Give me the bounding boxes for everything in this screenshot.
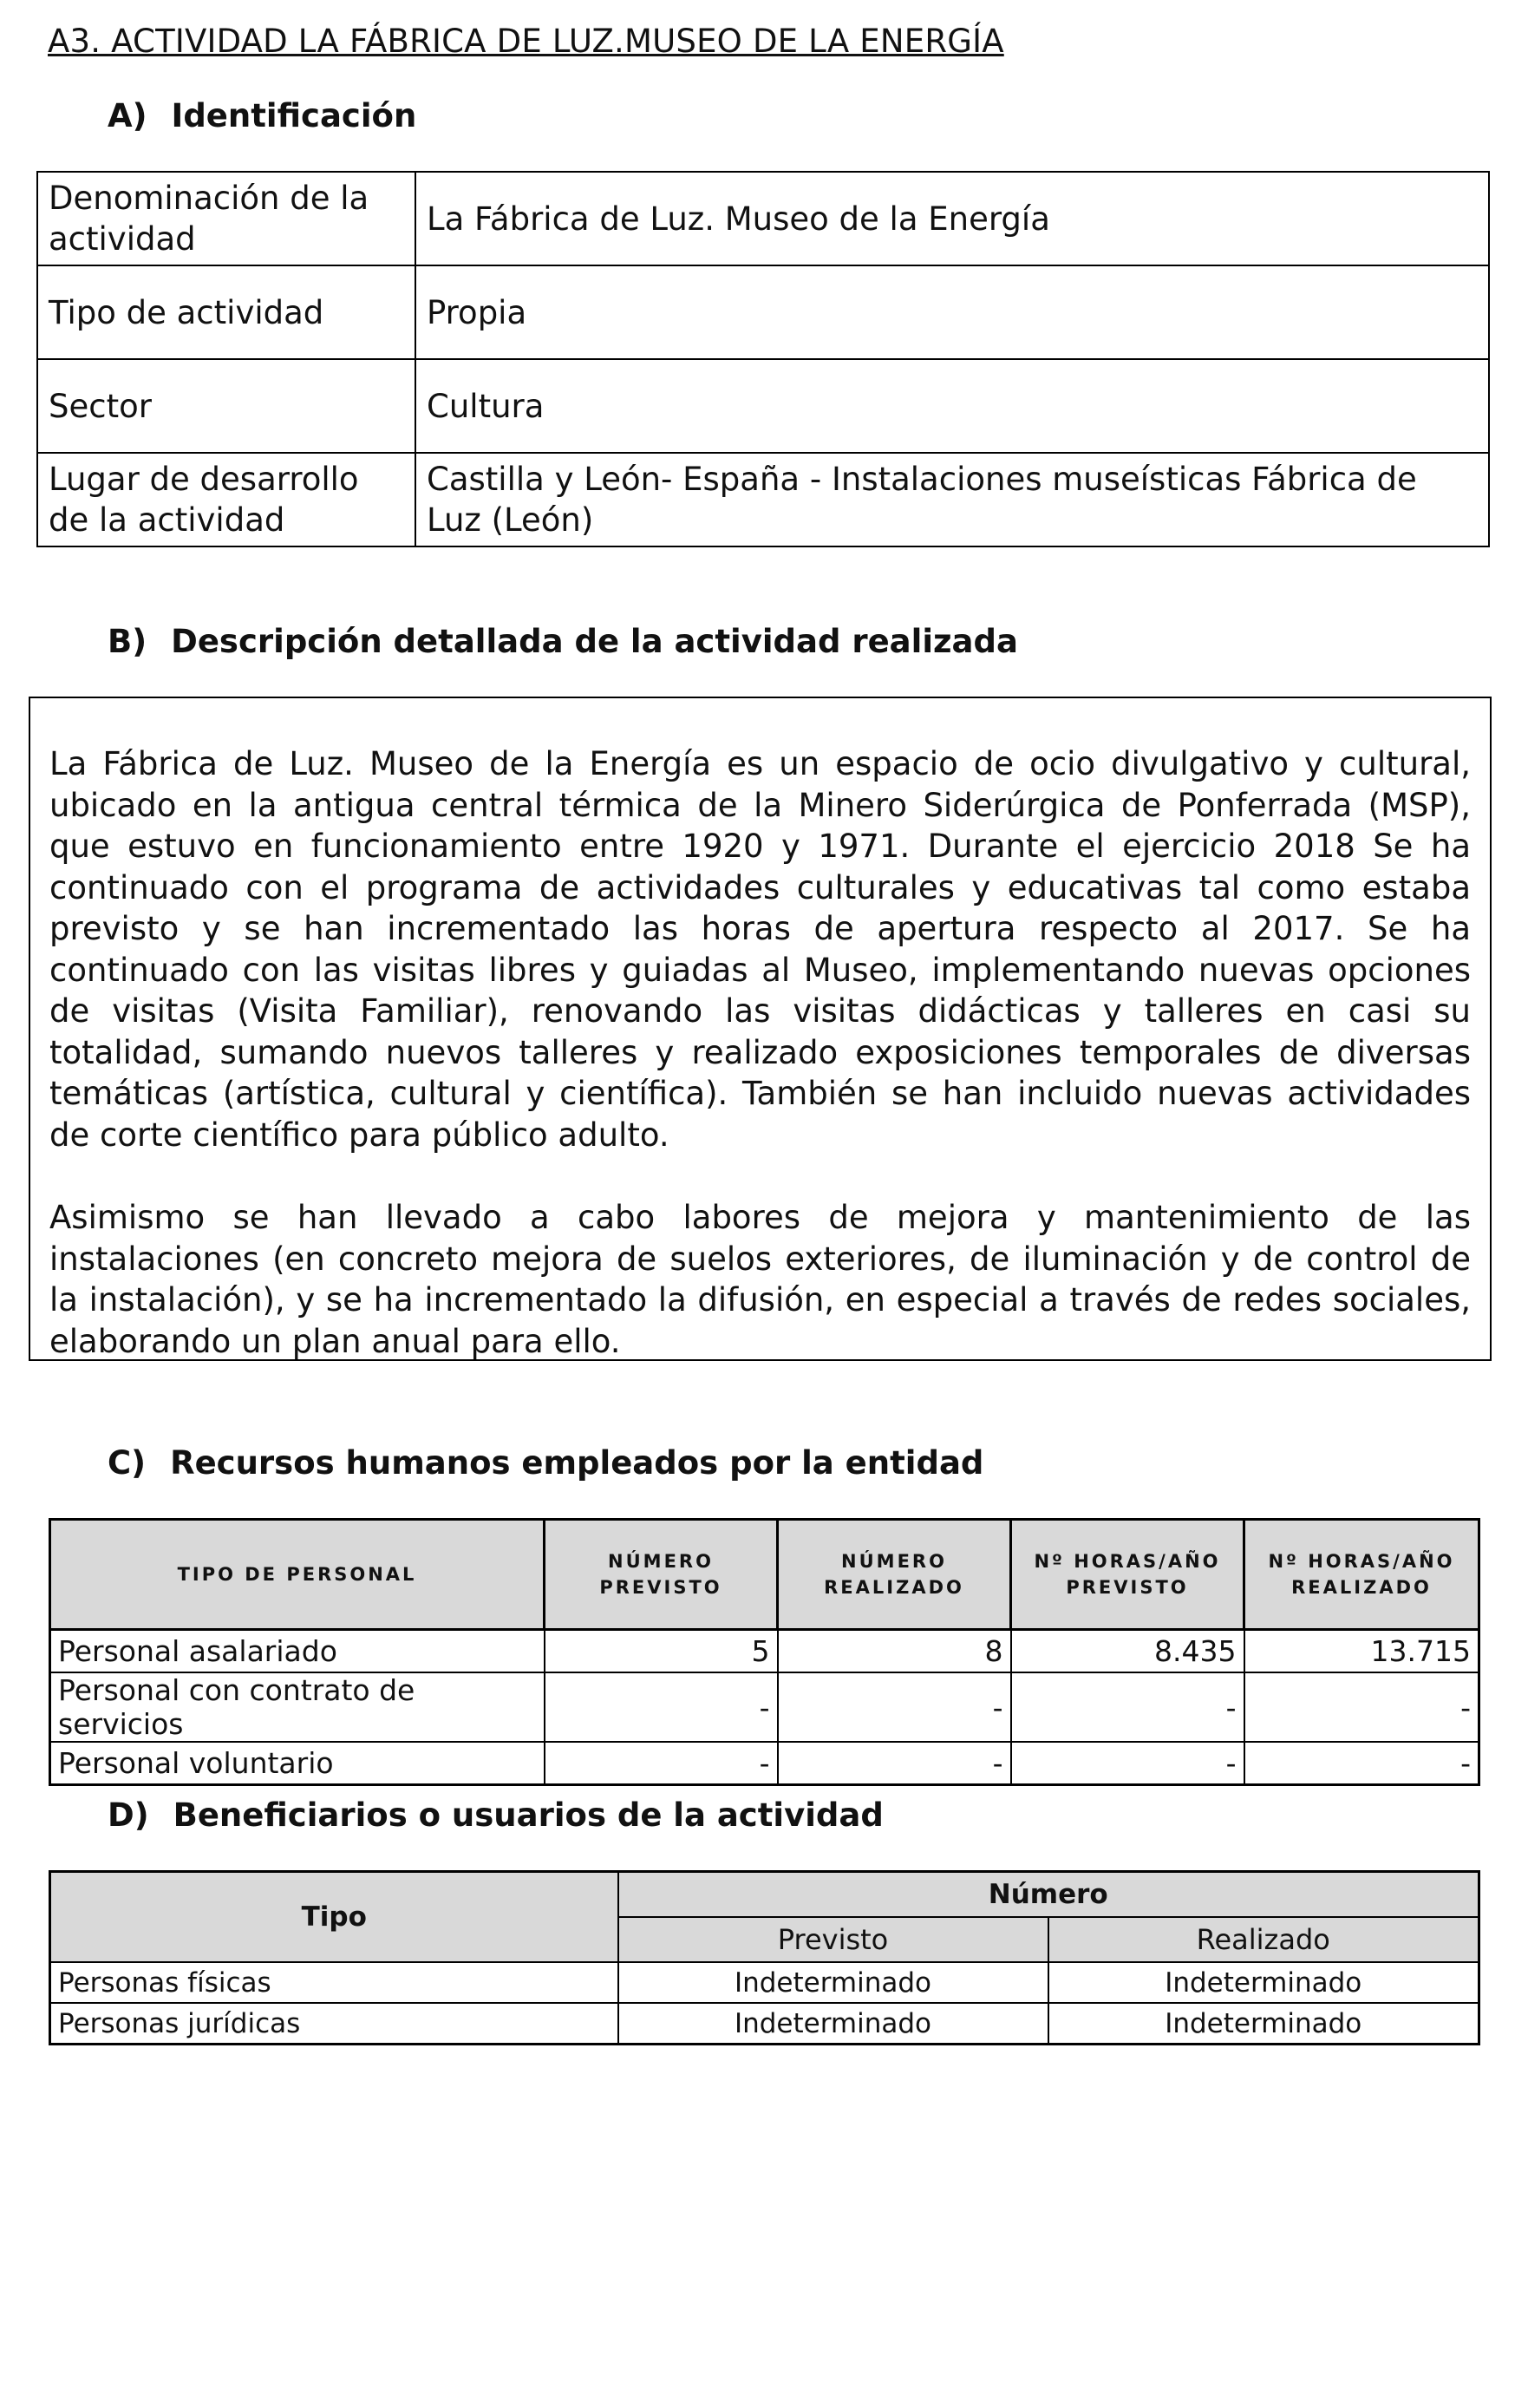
section-title: Identificación	[171, 97, 417, 134]
table-row	[37, 265, 1489, 359]
row-label: Denominación de la actividad	[37, 172, 415, 265]
table-header-row	[50, 1872, 1479, 1918]
table-row	[50, 1742, 1479, 1785]
table-header-row	[50, 1520, 1479, 1630]
cell-tipo: Personal voluntario	[50, 1742, 545, 1785]
table-row	[50, 1962, 1479, 2003]
cell-horas-realizado: -	[1244, 1742, 1479, 1785]
cell-horas-previsto: -	[1011, 1742, 1244, 1785]
cell-tipo: Personas jurídicas	[50, 2003, 618, 2045]
table-row	[50, 1672, 1479, 1742]
cell-previsto: Indeterminado	[618, 2003, 1048, 2045]
cell-tipo: Personal asalariado	[50, 1630, 545, 1673]
section-title: Descripción detallada de la actividad realizada	[171, 623, 1018, 660]
cell-horas-previsto: 8.435	[1011, 1630, 1244, 1673]
column-header: Nº HORAS/AÑO PREVISTO	[1011, 1520, 1244, 1630]
column-header-tipo: Tipo	[50, 1872, 618, 1963]
column-header: NÚMERO PREVISTO	[545, 1520, 778, 1630]
column-header-numero: Número	[618, 1872, 1479, 1918]
column-header: NÚMERO REALIZADO	[778, 1520, 1011, 1630]
cell-horas-previsto: -	[1011, 1672, 1244, 1742]
table-row	[37, 453, 1489, 546]
column-header: Nº HORAS/AÑO REALIZADO	[1244, 1520, 1479, 1630]
section-title: Beneficiarios o usuarios de la actividad	[173, 1796, 884, 1834]
section-letter: C)	[108, 1444, 147, 1482]
table-row	[37, 359, 1489, 453]
cell-previsto: Indeterminado	[618, 1962, 1048, 2003]
row-value: Castilla y León- España - Instalaciones museísticas Fábrica de Luz (León)	[415, 453, 1489, 546]
cell-horas-realizado: -	[1244, 1672, 1479, 1742]
section-heading-a	[108, 97, 416, 134]
description-paragraph-2: Asimismo se han llevado a cabo labores de mejora y mantenimiento de las instalaciones (en concreto mejora de suelos exteriores, de iluminación y de control de la instalación), y se ha incrementado la difusión, en especial a través de redes sociales, elaborando un plan anual para ello.	[49, 1199, 1471, 1360]
cell-tipo: Personas físicas	[50, 1962, 618, 2003]
row-value: La Fábrica de Luz. Museo de la Energía	[415, 172, 1489, 265]
section-heading-c	[108, 1444, 983, 1482]
column-header-realizado: Realizado	[1048, 1917, 1479, 1962]
cell-numero-previsto: -	[545, 1742, 778, 1785]
section-title: Recursos humanos empleados por la entidad	[170, 1444, 984, 1482]
description-box	[29, 697, 1492, 1361]
beneficiaries-table	[49, 1870, 1480, 2045]
section-letter: D)	[108, 1796, 149, 1834]
identification-table	[36, 171, 1490, 547]
row-label: Lugar de desarrollo de la actividad	[37, 453, 415, 546]
table-row	[50, 1630, 1479, 1673]
page-title: A3. ACTIVIDAD LA FÁBRICA DE LUZ.MUSEO DE LA ENERGÍA	[48, 23, 1004, 60]
row-label: Tipo de actividad	[37, 265, 415, 359]
section-heading-b	[108, 623, 1018, 660]
table-row	[37, 172, 1489, 265]
cell-numero-previsto: -	[545, 1672, 778, 1742]
column-header: TIPO DE PERSONAL	[50, 1520, 545, 1630]
cell-realizado: Indeterminado	[1048, 1962, 1479, 2003]
section-letter: A)	[108, 97, 147, 134]
cell-numero-realizado: -	[778, 1672, 1011, 1742]
cell-tipo: Personal con contrato de servicios	[50, 1672, 545, 1742]
cell-numero-realizado: -	[778, 1742, 1011, 1785]
section-heading-d	[108, 1796, 884, 1834]
column-header-previsto: Previsto	[618, 1917, 1048, 1962]
cell-realizado: Indeterminado	[1048, 2003, 1479, 2045]
cell-numero-realizado: 8	[778, 1630, 1011, 1673]
cell-numero-previsto: 5	[545, 1630, 778, 1673]
human-resources-table	[49, 1518, 1480, 1786]
row-value: Cultura	[415, 359, 1489, 453]
row-value: Propia	[415, 265, 1489, 359]
description-paragraph-1: La Fábrica de Luz. Museo de la Energía es un espacio de ocio divulgativo y cultural, ubicado en la antigua central térmica de la Minero Siderúrgica de Ponferrada (MSP), que estuvo en funcionamiento entre 1920 y 1971. Durante el ejercicio 2018 Se ha continuado con el programa de actividades culturales y educativas tal como estaba previsto y se han incrementado las horas de apertura respecto al 2017. Se ha continuado con las visitas libres y guiadas al Museo, implementando nuevas opciones de visitas (Visita Familiar), renovando las visitas didácticas y talleres en casi su totalidad, sumando nuevos talleres y realizado exposiciones temporales de diversas temáticas (artística, cultural y científica). También se han incluido nuevas actividades de corte científico para público adulto.	[49, 745, 1471, 1154]
cell-horas-realizado: 13.715	[1244, 1630, 1479, 1673]
row-label: Sector	[37, 359, 415, 453]
section-letter: B)	[108, 623, 147, 660]
table-row	[50, 2003, 1479, 2045]
